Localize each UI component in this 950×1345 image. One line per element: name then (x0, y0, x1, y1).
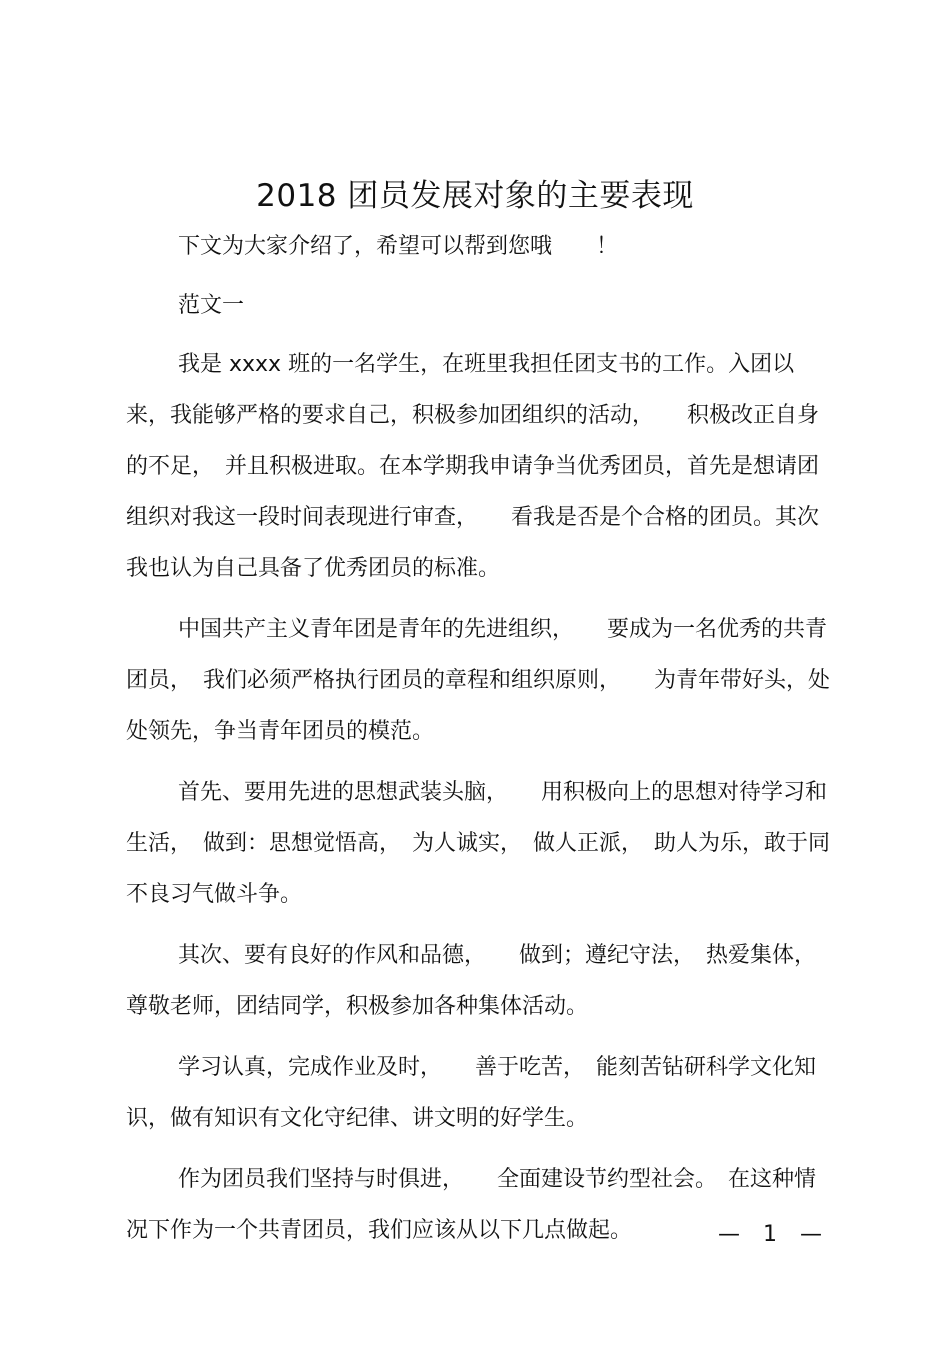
paragraph: 中国共产主义青年团是青年的先进组织， 要成为一名优秀的共青团员， 我们必须严格执行团员的章程和组织原则， 为青年带好头，处处领先，争当青年团员的模范。 (126, 617, 831, 744)
paragraph: 首先、要用先进的思想武装头脑， 用积极向上的思想对待学习和生活， 做到：思想觉悟高， 为人诚实， 做人正派， 助人为乐，敢于同不良习气做斗争。 (126, 780, 831, 907)
document-body (126, 221, 830, 1266)
intro-paragraph: 下文为大家介绍了，希望可以帮到您哦 ！ (178, 234, 619, 259)
paragraph: 学习认真，完成作业及时， 善于吃苦， 能刻苦钻研科学文化知识，做有知识有文化守纪律、讲文明的好学生。 (126, 1055, 817, 1131)
paragraph: 其次、要有良好的作风和品德， 做到；遵纪守法， 热爱集体，尊敬老师，团结同学，积极参加各种集体活动。 (126, 943, 817, 1019)
paragraph: 我是 xxxx 班的一名学生，在班里我担任团支书的工作。入团以来，我能够严格的要求自己，积极参加团组织的活动， 积极改正自身的不足， 并且积极进取。在本学期我申请争当优秀团员，首先是想请团组织对我这一段时间表现进行审查， 看我是否是个合格的团员。其次我也认为自己具备了优秀团员的标准。 (126, 352, 820, 581)
paragraph: 作为团员我们坚持与时俱进， 全面建设节约型社会。 在这种情况下作为一个共青团员，我们应该从以下几点做起。 (126, 1167, 817, 1243)
document-title: 2018 团员发展对象的主要表现 (256, 178, 694, 214)
page-number: — 1 — (718, 1222, 830, 1247)
section-heading: 范文一 (178, 293, 245, 318)
